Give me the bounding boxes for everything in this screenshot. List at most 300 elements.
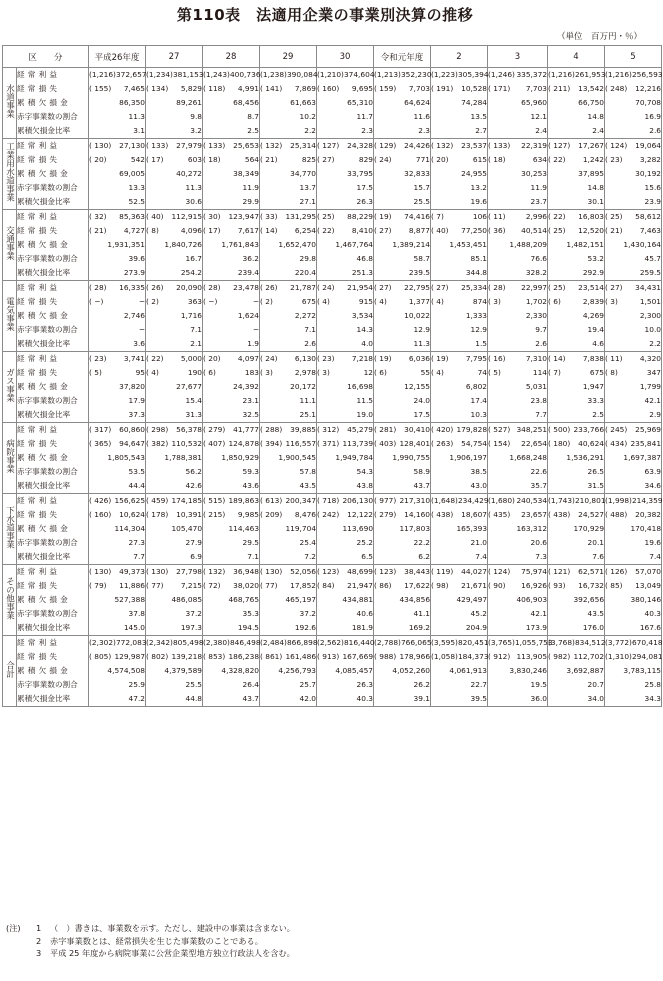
- value-line: [548, 522, 604, 536]
- business-count: [548, 181, 578, 195]
- row-label: 累積欠損金: [17, 311, 71, 320]
- business-count: [488, 323, 518, 337]
- value-line: [146, 266, 202, 280]
- business-count: [548, 678, 578, 692]
- value-line: [605, 96, 661, 110]
- amount-value: 805,498: [172, 638, 204, 647]
- value-line: [260, 479, 316, 493]
- year-cell: [488, 139, 548, 210]
- value-line: [431, 323, 487, 337]
- business-count: ( 40): [146, 212, 164, 221]
- business-count: ( 129): [374, 141, 397, 150]
- value-line: [146, 352, 202, 366]
- amount-value: 527,388: [114, 595, 146, 604]
- amount-value: 7,218: [351, 354, 374, 363]
- row-label: 累積欠損金比率: [17, 552, 71, 561]
- business-count: [89, 522, 114, 536]
- amount-value: 38,349: [233, 169, 260, 178]
- row-label: 累積欠損金: [17, 240, 71, 249]
- business-count: ( 19): [374, 212, 392, 221]
- value-line: [317, 650, 373, 664]
- value-line: [260, 650, 316, 664]
- business-count: [374, 692, 404, 706]
- value-line: [548, 437, 604, 451]
- value-line: [89, 621, 145, 635]
- amount-value: 27.1: [299, 197, 317, 206]
- amount-value: 4,379,589: [164, 666, 203, 675]
- amount-value: 17,852: [290, 581, 317, 590]
- business-count: [374, 536, 404, 550]
- business-count: [203, 309, 233, 323]
- value-line: [488, 252, 547, 266]
- business-count: [605, 593, 630, 607]
- year-cell: [605, 565, 662, 636]
- business-count: ( 17): [146, 155, 164, 164]
- amount-value: 23.1: [242, 396, 260, 405]
- value-line: [260, 68, 316, 82]
- business-count: ( 132): [260, 141, 283, 150]
- value-line: [431, 565, 487, 579]
- business-count: ( 22): [146, 354, 164, 363]
- value-line: [605, 167, 661, 181]
- amount-value: 2.5: [247, 126, 260, 135]
- business-count: [374, 550, 404, 564]
- year-cell: [374, 494, 431, 565]
- amount-value: 43.8: [356, 481, 374, 490]
- year-cell: [488, 281, 548, 352]
- amount-value: 31.3: [185, 410, 203, 419]
- amount-value: 2,300: [639, 311, 662, 320]
- business-count: [89, 309, 119, 323]
- value-line: [374, 664, 430, 678]
- value-line: [548, 96, 604, 110]
- amount-value: 11.9: [242, 183, 260, 192]
- business-count: ( 19): [431, 354, 449, 363]
- value-line: [89, 252, 145, 266]
- amount-value: 112,702: [573, 652, 605, 661]
- amount-value: 30,410: [404, 425, 431, 434]
- year-cell: [605, 423, 662, 494]
- amount-value: 11.3: [128, 112, 146, 121]
- note-number: 2: [36, 935, 42, 946]
- value-line: [605, 68, 661, 82]
- business-count: ( 180): [548, 439, 571, 448]
- business-count: [203, 266, 233, 280]
- row-label: 経常利益: [17, 354, 61, 363]
- value-line: [146, 224, 202, 238]
- business-count: [89, 479, 119, 493]
- year-cell: [89, 352, 146, 423]
- business-count: [431, 96, 461, 110]
- note-text: 赤字事業数とは、経常損失を生じた事業数のことである。: [50, 935, 263, 946]
- value-line: [146, 380, 202, 394]
- value-line: [260, 238, 316, 252]
- value-line: [89, 82, 145, 96]
- amount-value: 192.6: [294, 623, 317, 632]
- amount-value: 40.6: [356, 609, 374, 618]
- value-line: [548, 210, 604, 224]
- business-count: [317, 692, 347, 706]
- year-cell: [431, 494, 488, 565]
- business-count: ( 28): [89, 283, 107, 292]
- business-count: [374, 266, 404, 280]
- amount-value: 26.3: [356, 680, 374, 689]
- amount-value: 2,839: [582, 297, 605, 306]
- business-count: [374, 593, 399, 607]
- value-line: [317, 124, 373, 138]
- business-count: [488, 465, 518, 479]
- value-line: [548, 621, 604, 635]
- group-name-cell: [3, 565, 17, 636]
- business-count: [260, 536, 290, 550]
- value-line: [89, 508, 145, 522]
- value-line: [203, 494, 259, 508]
- value-line: [548, 664, 604, 678]
- business-count: (1,210): [317, 70, 344, 79]
- business-count: [548, 465, 578, 479]
- year-cell: [317, 494, 374, 565]
- value-line: [260, 593, 316, 607]
- amount-value: 2.3: [361, 126, 374, 135]
- value-line: [89, 423, 145, 437]
- row-label: 累積欠損金: [17, 169, 71, 178]
- value-line: [146, 678, 202, 692]
- amount-value: 465,197: [285, 595, 317, 604]
- year-cell: [203, 210, 260, 281]
- amount-value: 22,795: [404, 283, 431, 292]
- business-count: ( 3): [317, 368, 330, 377]
- business-count: [374, 380, 404, 394]
- row-label: 経常利益: [17, 283, 61, 292]
- business-count: ( 124): [605, 141, 628, 150]
- value-line: [431, 408, 487, 422]
- amount-value: 214,359: [631, 496, 663, 505]
- value-line: [431, 451, 487, 465]
- business-count: [260, 110, 290, 124]
- value-line: [317, 139, 373, 153]
- business-count: [89, 380, 119, 394]
- row-label: 累積欠損金比率: [17, 694, 71, 703]
- amount-value: 16.7: [185, 254, 203, 263]
- amount-value: 4,096: [180, 226, 203, 235]
- row-label: 赤字事業数の割合: [17, 112, 78, 121]
- value-line: [548, 394, 604, 408]
- amount-value: 24,955: [461, 169, 488, 178]
- amount-value: 183: [244, 368, 260, 377]
- value-line: [317, 82, 373, 96]
- value-line: [146, 309, 202, 323]
- value-line: [431, 366, 487, 380]
- business-count: ( 279): [374, 510, 397, 519]
- table-body: [3, 68, 662, 707]
- row-label: 経常損失: [17, 84, 61, 93]
- value-line: [548, 167, 604, 181]
- business-count: ( 4): [374, 297, 387, 306]
- amount-value: 1,482,151: [566, 240, 605, 249]
- year-cell: [260, 423, 317, 494]
- value-line: [203, 139, 259, 153]
- amount-value: 1,850,929: [221, 453, 260, 462]
- amount-value: 2.6: [304, 339, 317, 348]
- amount-value: 1,453,451: [449, 240, 488, 249]
- value-line: [260, 621, 316, 635]
- business-count: ( 317): [89, 425, 112, 434]
- year-cell: [146, 636, 203, 707]
- amount-value: 4,574,508: [107, 666, 146, 675]
- amount-value: 11.3: [185, 183, 203, 192]
- value-line: [605, 621, 661, 635]
- value-line: [431, 96, 487, 110]
- amount-value: 21,947: [347, 581, 374, 590]
- header-year: 4: [548, 46, 605, 68]
- value-line: [89, 536, 145, 550]
- value-line: [203, 352, 259, 366]
- value-line: [548, 153, 604, 167]
- value-line: [317, 408, 373, 422]
- business-count: [605, 380, 635, 394]
- value-line: [374, 522, 430, 536]
- value-line: [605, 607, 661, 621]
- amount-value: 1,788,381: [164, 453, 203, 462]
- group-name: 工業用水道事業: [4, 142, 15, 202]
- amount-value: 7,465: [123, 84, 146, 93]
- amount-value: 348,251: [516, 425, 548, 434]
- value-line: [260, 210, 316, 224]
- business-count: [317, 664, 335, 678]
- row-label: 経常利益: [17, 70, 61, 79]
- value-line: [374, 550, 430, 564]
- value-line: [431, 678, 487, 692]
- amount-value: 16.9: [644, 112, 662, 121]
- amount-value: 7,869: [294, 84, 317, 93]
- value-line: [260, 323, 316, 337]
- business-count: [431, 337, 461, 351]
- amount-value: 63.9: [644, 467, 662, 476]
- business-count: [89, 664, 107, 678]
- business-count: [89, 678, 119, 692]
- value-line: [146, 536, 202, 550]
- amount-value: 3,692,887: [566, 666, 605, 675]
- amount-value: 106: [472, 212, 488, 221]
- amount-value: 36.0: [530, 694, 548, 703]
- year-cell: [89, 68, 146, 139]
- business-count: [146, 465, 176, 479]
- amount-value: 86,350: [119, 98, 146, 107]
- business-count: ( 79): [89, 581, 107, 590]
- value-line: [260, 195, 316, 209]
- group-name: 病院事業: [4, 439, 15, 473]
- business-count: [146, 408, 176, 422]
- year-cell: [260, 210, 317, 281]
- row-label: 経常損失: [17, 652, 61, 661]
- amount-value: 7,703: [525, 84, 548, 93]
- amount-value: 39.1: [413, 694, 431, 703]
- business-count: [431, 252, 461, 266]
- year-cell: [548, 281, 605, 352]
- value-line: [89, 309, 145, 323]
- business-count: (2,562): [317, 638, 344, 647]
- business-count: [203, 621, 233, 635]
- business-count: ( 7): [548, 368, 561, 377]
- value-line: [374, 465, 430, 479]
- amount-value: 37,895: [578, 169, 605, 178]
- amount-value: 7.4: [475, 552, 488, 561]
- amount-value: 251.3: [351, 268, 374, 277]
- amount-value: 20.6: [530, 538, 548, 547]
- business-count: ( 27): [431, 283, 449, 292]
- row-label: 累積欠損金比率: [17, 623, 71, 632]
- business-count: [89, 607, 119, 621]
- value-line: [260, 465, 316, 479]
- business-count: ( 2): [260, 297, 273, 306]
- amount-value: 52,056: [290, 567, 317, 576]
- amount-value: 52.5: [128, 197, 146, 206]
- year-cell: [203, 494, 260, 565]
- year-cell: [146, 423, 203, 494]
- amount-value: 197.3: [180, 623, 203, 632]
- business-count: ( 394): [260, 439, 283, 448]
- value-line: [203, 309, 259, 323]
- business-count: [146, 124, 176, 138]
- amount-value: 6,036: [408, 354, 431, 363]
- business-count: [488, 380, 518, 394]
- business-count: ( 438): [431, 510, 454, 519]
- value-line: [431, 224, 487, 238]
- amount-value: 19.4: [587, 325, 605, 334]
- business-count: ( 98): [431, 581, 449, 590]
- header-row: [3, 46, 662, 68]
- year-cell: [374, 423, 431, 494]
- value-line: [317, 68, 373, 82]
- amount-value: 7.3: [535, 552, 548, 561]
- amount-value: 29.9: [242, 197, 260, 206]
- amount-value: 3.6: [133, 339, 146, 348]
- value-line: [89, 295, 145, 309]
- amount-value: 4.6: [592, 339, 605, 348]
- business-count: [146, 479, 176, 493]
- value-line: [548, 579, 604, 593]
- business-count: [548, 479, 578, 493]
- amount-value: 400,736: [229, 70, 261, 79]
- amount-value: 124,878: [228, 439, 260, 448]
- amount-value: 200,347: [285, 496, 317, 505]
- amount-value: 16,926: [521, 581, 548, 590]
- business-count: ( 25): [317, 212, 335, 221]
- header-year: 平成26年度: [89, 46, 146, 68]
- business-count: [317, 238, 335, 252]
- amount-value: 2,272: [294, 311, 317, 320]
- business-count: ( 160): [317, 84, 340, 93]
- business-count: ( 23): [317, 354, 335, 363]
- business-count: [374, 195, 404, 209]
- value-line: [89, 408, 145, 422]
- value-line: [203, 536, 259, 550]
- business-count: ( 365): [89, 439, 112, 448]
- amount-value: 17,267: [578, 141, 605, 150]
- value-line: [488, 337, 547, 351]
- business-count: [317, 479, 347, 493]
- amount-value: 113,739: [342, 439, 374, 448]
- value-line: [605, 508, 661, 522]
- business-count: [605, 692, 635, 706]
- value-line: [605, 423, 661, 437]
- value-line: [374, 181, 430, 195]
- value-line: [374, 579, 430, 593]
- year-cell: [317, 352, 374, 423]
- value-line: [89, 380, 145, 394]
- value-line: [605, 465, 661, 479]
- business-count: [317, 380, 347, 394]
- amount-value: 74,284: [461, 98, 488, 107]
- amount-value: 20,172: [290, 382, 317, 391]
- business-count: [605, 536, 635, 550]
- value-line: [605, 437, 661, 451]
- business-count: ( 118): [203, 84, 226, 93]
- amount-value: 70,708: [635, 98, 662, 107]
- year-cell: [146, 565, 203, 636]
- amount-value: 40,272: [176, 169, 203, 178]
- value-line: [431, 195, 487, 209]
- value-line: [374, 195, 430, 209]
- value-line: [317, 479, 373, 493]
- business-count: [317, 323, 347, 337]
- amount-value: 14,160: [404, 510, 431, 519]
- business-count: [488, 550, 518, 564]
- row-label: 累積欠損金: [17, 382, 71, 391]
- value-line: [89, 692, 145, 706]
- value-line: [488, 650, 547, 664]
- business-count: [317, 110, 347, 124]
- row-label: 累積欠損金比率: [17, 339, 71, 348]
- year-cell: [203, 139, 260, 210]
- amount-value: 34.3: [644, 694, 662, 703]
- value-line: [374, 678, 430, 692]
- business-count: ( 248): [605, 84, 628, 93]
- value-line: [431, 607, 487, 621]
- value-line: [605, 337, 661, 351]
- year-cell: [260, 281, 317, 352]
- business-count: [374, 465, 404, 479]
- value-line: [605, 323, 661, 337]
- value-line: [260, 579, 316, 593]
- value-line: [488, 636, 553, 650]
- value-line: [488, 380, 547, 394]
- year-cell: [146, 139, 203, 210]
- row-label: 累積欠損金比率: [17, 197, 71, 206]
- business-count: [431, 124, 461, 138]
- business-count: ( 20): [431, 155, 449, 164]
- value-line: [548, 607, 604, 621]
- amount-value: 20,382: [635, 510, 662, 519]
- amount-value: 3,741: [123, 354, 146, 363]
- value-line: [431, 692, 487, 706]
- value-line: [374, 153, 430, 167]
- value-line: [317, 110, 373, 124]
- row-label: 経常利益: [17, 212, 61, 221]
- value-line: [146, 579, 202, 593]
- business-count: [260, 266, 290, 280]
- year-cell: [317, 565, 374, 636]
- value-line: [203, 522, 259, 536]
- business-count: [89, 593, 114, 607]
- business-count: [431, 451, 449, 465]
- value-line: [89, 636, 145, 650]
- amount-value: 190: [187, 368, 203, 377]
- year-cell: [374, 210, 431, 281]
- value-line: [488, 224, 547, 238]
- value-line: [605, 366, 661, 380]
- value-line: [89, 664, 145, 678]
